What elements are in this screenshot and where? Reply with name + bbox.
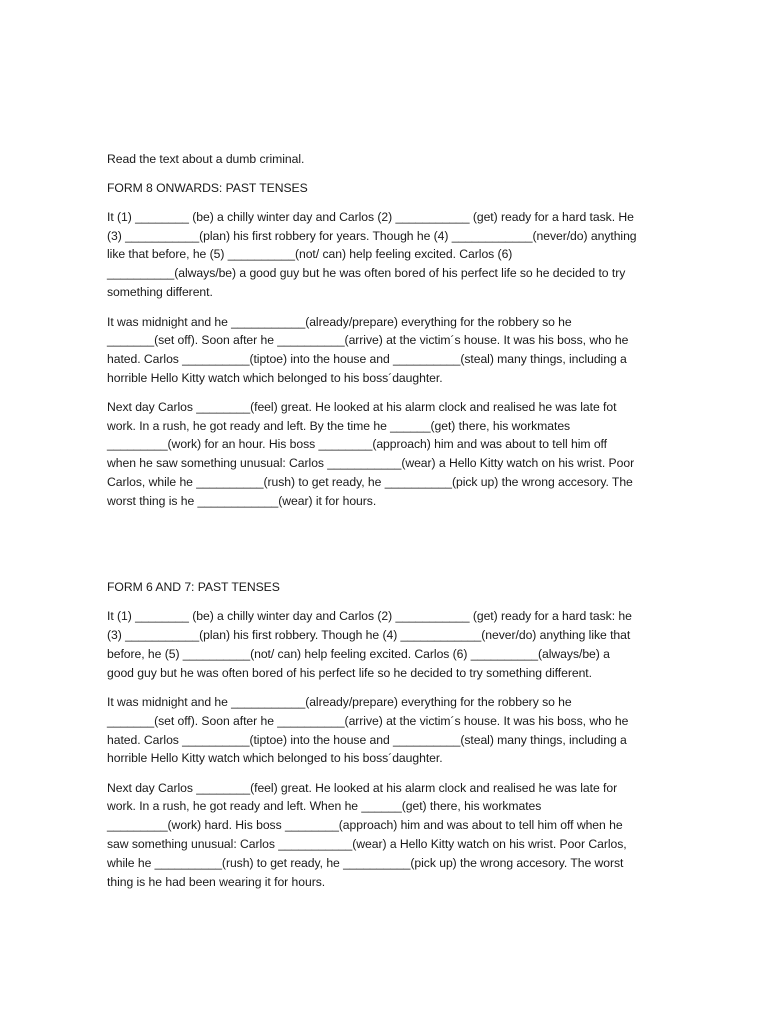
section1-p1-line: (3) ___________(plan) his first robbery for years. Though he (4) ____________(never/do) anything xyxy=(107,229,637,243)
section1-p2-line: _______(set off). Soon after he __________(arrive) at the victim´s house. It was his boss, who he xyxy=(107,333,629,347)
section1-p3-line: when he saw something unusual: Carlos ___________(wear) a Hello Kitty watch on his wrist. Poor xyxy=(107,456,635,470)
section2-heading: FORM 6 AND 7: PAST TENSES xyxy=(107,580,280,594)
section1-p1-line: It (1) ________ (be) a chilly winter day and Carlos (2) ___________ (get) ready for a hard task. He xyxy=(107,210,634,224)
section1-p3-line: worst thing is he ____________(wear) it for hours. xyxy=(107,494,377,508)
section2-p3-line: Next day Carlos ________(feel) great. He looked at his alarm clock and realised he was late for xyxy=(107,781,618,795)
section2-p3-line: _________(work) hard. His boss ________(approach) him and was about to tell him off when he xyxy=(107,818,623,832)
section2-p2-line: hated. Carlos __________(tiptoe) into the house and __________(steal) many things, including a xyxy=(107,733,627,747)
intro-line: Read the text about a dumb criminal. xyxy=(107,152,305,166)
section2-p3-line: work. In a rush, he got ready and left. When he ______(get) there, his workmates xyxy=(107,799,542,813)
section2-p3-line: thing is he had been wearing it for hours. xyxy=(107,875,326,889)
section2-p3-line: while he __________(rush) to get ready, he __________(pick up) the wrong accesory. The worst xyxy=(107,856,624,870)
section1-p2-line: horrible Hello Kitty watch which belonged to his boss´daughter. xyxy=(107,371,443,385)
section1-heading: FORM 8 ONWARDS: PAST TENSES xyxy=(107,181,308,195)
section1-p2-line: hated. Carlos __________(tiptoe) into the house and __________(steal) many things, including a xyxy=(107,352,627,366)
section2-p1-line: (3) ___________(plan) his first robbery. Though he (4) ____________(never/do) anything like that xyxy=(107,628,631,642)
section2-p2-line: _______(set off). Soon after he __________(arrive) at the victim´s house. It was his boss, who he xyxy=(107,714,629,728)
section2-p1-line: before, he (5) __________(not/ can) help feeling excited. Carlos (6) __________(always/be) a xyxy=(107,647,610,661)
section2-p2-line: horrible Hello Kitty watch which belonged to his boss´daughter. xyxy=(107,751,443,765)
section2-p3-line: saw something unusual: Carlos ___________(wear) a Hello Kitty watch on his wrist. Poor Carlos, xyxy=(107,837,627,851)
section1-p3-line: work. In a rush, he got ready and left. By the time he ______(get) there, his workmates xyxy=(107,419,571,433)
section2-p1-line: good guy but he was often bored of his perfect life so he decided to try something different. xyxy=(107,666,592,680)
section2-p2-line: It was midnight and he ___________(already/prepare) everything for the robbery so he xyxy=(107,695,572,709)
section1-p3-line: Next day Carlos ________(feel) great. He looked at his alarm clock and realised he was late fot xyxy=(107,400,617,414)
section1-p1-line: like that before, he (5) __________(not/ can) help feeling excited. Carlos (6) xyxy=(107,247,513,261)
section2-p1-line: It (1) ________ (be) a chilly winter day and Carlos (2) ___________ (get) ready for a hard task: he xyxy=(107,609,632,623)
section1-p1-line: something different. xyxy=(107,285,213,299)
section1-p1-line: __________(always/be) a good guy but he was often bored of his perfect life so he decided to try xyxy=(107,266,626,280)
section1-p2-line: It was midnight and he ___________(already/prepare) everything for the robbery so he xyxy=(107,315,572,329)
section1-p3-line: Carlos, while he __________(rush) to get ready, he __________(pick up) the wrong accesory. The xyxy=(107,475,633,489)
section1-p3-line: _________(work) for an hour. His boss ________(approach) him and was about to tell him off xyxy=(107,437,608,451)
